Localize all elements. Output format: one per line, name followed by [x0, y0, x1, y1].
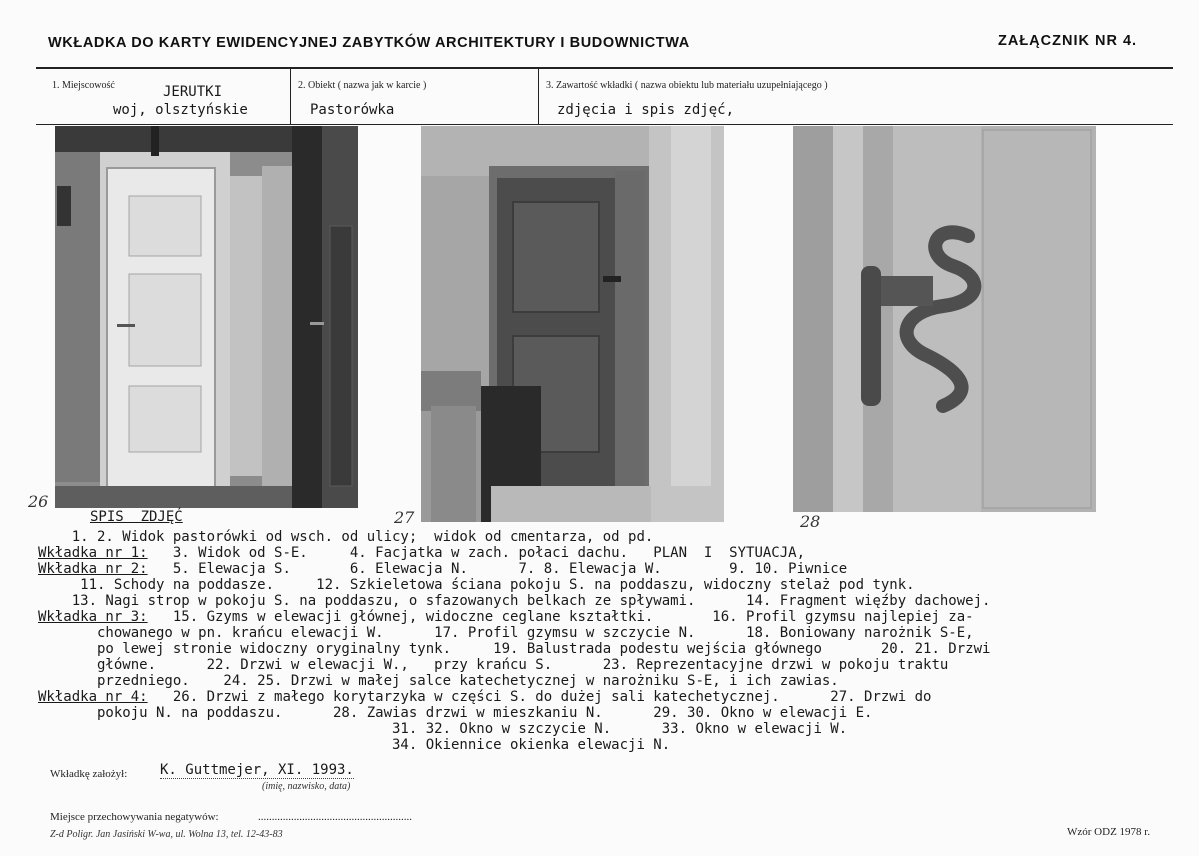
- photo-28-hinge: [793, 126, 1096, 512]
- list-line: [38, 593, 990, 609]
- object-label: 2. Obiekt ( nazwa jak w karcie ): [298, 80, 427, 91]
- list-text: pokoju N. na poddaszu. 28. Zawias drzwi w mieszkaniu N. 29. 30. Okno w elewacji E.: [38, 705, 873, 721]
- form-model: Wzór ODZ 1978 r.: [1067, 826, 1151, 838]
- founded-value: K. Guttmejer, XI. 1993.: [160, 762, 354, 778]
- list-text: 34. Okiennice okienka elewacji N.: [38, 737, 671, 753]
- list-line: [38, 529, 653, 545]
- list-heading: SPIS ZDJĘĆ: [90, 509, 183, 525]
- top-rule: [36, 67, 1173, 69]
- list-text: 31. 32. Okno w szczycie N. 33. Okno w elewacji W.: [38, 721, 848, 737]
- list-line: [38, 657, 948, 673]
- list-line: [38, 561, 847, 577]
- insert-label: Wkładka nr 1:: [38, 545, 148, 561]
- document-title: WKŁADKA DO KARTY EWIDENCYJNEJ ZABYTKÓW ARCHITEKTURY I BUDOWNICTWA: [48, 35, 690, 51]
- field-divider-2: [538, 68, 539, 125]
- list-line: [38, 625, 974, 641]
- annex-number: ZAŁĄCZNIK NR 4.: [998, 33, 1138, 49]
- list-line: [38, 641, 990, 657]
- list-line: [38, 577, 915, 593]
- list-text: 15. Gzyms w elewacji głównej, widoczne ceglane kształtki. 16. Profil gzymsu najlepiej za-: [147, 609, 974, 625]
- photo-27-attic-door: [421, 126, 724, 522]
- list-line: [38, 737, 670, 753]
- content-value: zdjęcia i spis zdjęć,: [557, 102, 735, 118]
- photo-26-doors-interior: [55, 126, 358, 508]
- object-value: Pastorówka: [310, 102, 395, 118]
- list-text: przedniego. 24. 25. Drzwi w małej salce katechetycznej w narożniku S-E, i ich zawias.: [38, 673, 839, 689]
- list-line: [38, 609, 974, 625]
- insert-label: Wkładka nr 2:: [38, 561, 148, 577]
- voivodeship-value: woj, olsztyńskie: [113, 102, 248, 118]
- list-text: 5. Elewacja S. 6. Elewacja N. 7. 8. Elewacja W. 9. 10. Piwnice: [147, 561, 848, 577]
- insert-label: Wkładka nr 4:: [38, 689, 148, 705]
- locality-label: 1. Miejscowość: [52, 80, 115, 91]
- list-text: po lewej stronie widoczny oryginalny tynk. 19. Balustrada podestu wejścia głównego 20. 21. Drzwi: [38, 641, 991, 657]
- list-line: [38, 545, 805, 561]
- printer-imprint: Z-d Poligr. Jan Jasiński W-wa, ul. Wolna 13, tel. 12-43-83: [50, 829, 283, 840]
- list-text: chowanego w pn. krańcu elewacji W. 17. Profil gzymsu w szczycie N. 18. Boniowany narożnik S-E,: [38, 625, 974, 641]
- negatives-dots: ........................................................: [258, 811, 412, 823]
- list-text: 3. Widok od S-E. 4. Facjatka w zach. połaci dachu. PLAN I SYTUACJA,: [147, 545, 806, 561]
- photo-number-27: 27: [394, 508, 415, 527]
- field-divider-1: [290, 68, 291, 125]
- list-line: [38, 721, 847, 737]
- negatives-label: Miejsce przechowywania negatywów:: [50, 811, 219, 823]
- content-label: 3. Zawartość wkładki ( nazwa obiektu lub materiału uzupełniającego ): [546, 80, 828, 91]
- list-text: 11. Schody na poddasze. 12. Szkieletowa ściana pokoju S. na poddaszu, widoczny stelaż pod tynk.: [38, 577, 915, 593]
- list-line: [38, 673, 839, 689]
- photo-number-28: 28: [800, 512, 821, 531]
- founded-hint: (imię, nazwisko, data): [262, 781, 351, 792]
- photo-list: [38, 529, 1188, 779]
- founded-label: Wkładkę założył:: [50, 768, 128, 780]
- list-text: 26. Drzwi z małego korytarzyka w części S. do dużej sali katechetycznej. 27. Drzwi do: [147, 689, 932, 705]
- locality-value: JERUTKI: [163, 84, 223, 100]
- photo-number-26: 26: [28, 492, 49, 511]
- list-text: główne. 22. Drzwi w elewacji W., przy krańcu S. 23. Reprezentacyjne drzwi w pokoju traktu: [38, 657, 949, 673]
- list-text: 13. Nagi strop w pokoju S. na poddaszu, o sfazowanych belkach ze spływami. 14. Fragment więźby dachowej.: [38, 593, 991, 609]
- fields-bottom-rule: [36, 124, 1173, 125]
- insert-label: Wkładka nr 3:: [38, 609, 148, 625]
- list-line: [38, 705, 872, 721]
- list-text: 1. 2. Widok pastorówki od wsch. od ulicy; widok od cmentarza, od pd.: [38, 529, 654, 545]
- list-line: [38, 689, 931, 705]
